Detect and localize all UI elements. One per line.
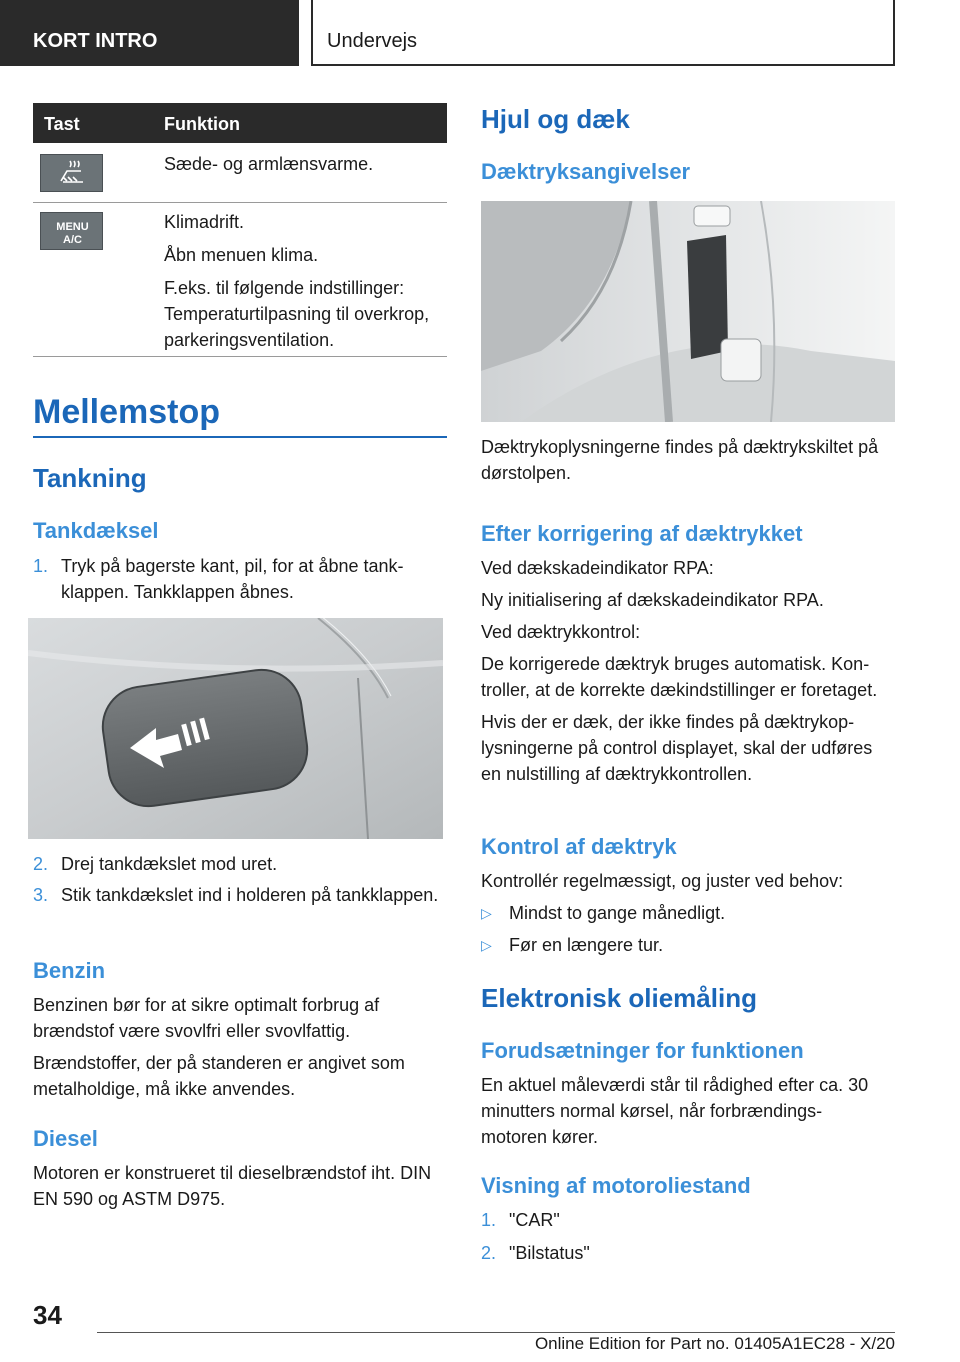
seat-heating-icon <box>40 154 103 192</box>
heading-hjul-og-daek: Hjul og dæk <box>481 104 630 134</box>
paragraph: Hvis der er dæk, der ikke findes på dæktrykoplysningerne på control displayet, skal der udføres en nulstilling af dæktrykkontrollen. <box>481 712 873 784</box>
table-row <box>33 143 447 203</box>
header-chapter-tab <box>311 0 895 66</box>
benzin-text <box>33 992 447 1108</box>
menu-ac-button-icon <box>40 212 103 250</box>
paragraph: Brændstoffer, der på standeren er angivet som metalholdige, må ikke anvendes. <box>33 1053 405 1099</box>
list-text: "Bilstatus" <box>509 1243 590 1263</box>
paragraph: Motoren er konstrueret til dieselbrændstof iht. DIN EN 590 og ASTM D975. <box>33 1163 432 1209</box>
door-pillar-tire-label-photo <box>481 201 895 422</box>
heading-diesel: Diesel <box>33 1126 98 1151</box>
diesel-text <box>33 1160 447 1218</box>
paragraph: Ved dækskadeindikator RPA: <box>481 558 714 578</box>
triangle-bullet-icon: ▷ <box>481 937 492 953</box>
heading-rule <box>33 436 447 438</box>
paragraph: De korrigerede dæktryk bruges automatisk. Kontroller, at de korrekte dækindstillinger er foretaget. <box>481 654 878 700</box>
heading-forudsaetninger: Forudsætninger for funktionen <box>481 1038 804 1063</box>
paragraph: Dæktrykoplysningerne findes på dæktrykskiltet på dørstolpen. <box>481 437 879 483</box>
efter-text <box>481 555 895 793</box>
list-item <box>481 900 895 926</box>
table-row-description <box>164 209 444 360</box>
table-row <box>33 203 447 357</box>
footer-rule <box>97 1332 895 1333</box>
heading-kontrol-af-daektryk: Kontrol af dæktryk <box>481 834 677 859</box>
heading-elektronisk-oliemaaling: Elektronisk oliemåling <box>481 983 757 1013</box>
list-text: Drej tankdækslet mod uret. <box>61 854 278 874</box>
triangle-bullet-icon: ▷ <box>481 905 492 921</box>
list-text: Stik tankdækslet ind i holderen på tankklappen. <box>61 885 439 905</box>
list-item <box>33 553 447 605</box>
footer-edition: Online Edition for Part no. 01405A1EC28 - X/20 <box>534 1334 895 1353</box>
fuel-filler-flap-photo <box>28 618 443 839</box>
heading-tankdaeksel: Tankdæksel <box>33 518 159 543</box>
description-line: Klimadrift. <box>164 212 245 232</box>
header-section-tab <box>0 0 299 66</box>
heading-mellemstop: Mellemstop <box>33 393 221 431</box>
key-label-bottom: A/C <box>63 234 82 246</box>
list-number: 1. <box>33 556 49 576</box>
description-line: Sæde- og armlænsvarme. <box>164 154 374 174</box>
table-row-description <box>164 151 373 184</box>
header-chapter-label: Undervejs <box>327 30 418 52</box>
heading-visning-af-motoroliestand: Visning af motoroliestand <box>481 1173 751 1198</box>
table-header <box>33 103 447 143</box>
list-number: 3. <box>33 885 49 905</box>
table-header-function: Funktion <box>164 114 240 134</box>
description-line: Åbn menuen klima. <box>164 245 319 265</box>
heading-efter-korrigering: Efter korrigering af dæktrykket <box>481 521 803 546</box>
paragraph: Kontrollér regelmæssigt, og juster ved behov: <box>481 871 844 891</box>
paragraph: En aktuel måleværdi står til rådighed efter ca. 30 minutters normal kørsel, når forbrændingsmotoren kører. <box>481 1075 869 1147</box>
heading-benzin: Benzin <box>33 958 106 983</box>
list-number: 2. <box>33 854 49 874</box>
list-item <box>33 851 447 877</box>
list-number: 1. <box>481 1210 497 1230</box>
paragraph: Ved dæktrykkontrol: <box>481 622 641 642</box>
list-item <box>33 882 447 934</box>
page-number: 34 <box>33 1300 62 1330</box>
table-header-key: Tast <box>44 114 80 134</box>
list-text: "CAR" <box>509 1210 560 1230</box>
paragraph: Ny initialisering af dækskadeindikator RPA. <box>481 590 824 610</box>
list-text: Før en længere tur. <box>509 935 664 955</box>
list-number: 2. <box>481 1243 497 1263</box>
heading-daektryksangivelser: Dæktryksangivelser <box>481 159 691 184</box>
kontrol-text <box>481 868 895 900</box>
key-label-top: MENU <box>56 221 89 233</box>
forud-text <box>481 1072 881 1156</box>
list-item <box>481 1240 895 1266</box>
paragraph: Benzinen bør for at sikre optimalt forbrug af brændstof være svovlfri eller svovlfattig. <box>33 995 380 1041</box>
description-line: F.eks. til følgende indstillinger: Temperaturtilpasning til overkrop, parkeringsventilation. <box>164 278 430 350</box>
heading-tankning: Tankning <box>33 463 147 493</box>
header-section-label: KORT INTRO <box>33 30 158 52</box>
list-item <box>481 1207 895 1233</box>
list-text: Tryk på bagerste kant, pil, for at åbne tankklappen. Tankklappen åbnes. <box>61 556 404 602</box>
key-function-table <box>33 103 447 357</box>
list-item <box>481 932 895 958</box>
daektryk-text <box>481 434 895 492</box>
list-text: Mindst to gange månedligt. <box>509 903 726 923</box>
